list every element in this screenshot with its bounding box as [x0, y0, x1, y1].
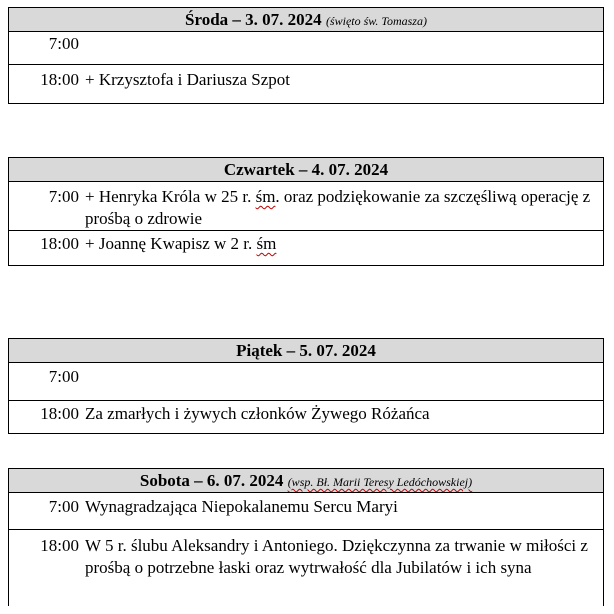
mass-row — [8, 363, 604, 401]
mass-time: 18:00 — [40, 234, 79, 253]
mass-row — [8, 231, 604, 266]
mass-time: 7:00 — [48, 34, 79, 53]
mass-time: 18:00 — [40, 404, 79, 423]
day-note: (święto św. Tomasza) — [325, 14, 427, 28]
spellcheck-word: śm — [256, 234, 277, 253]
mass-time: 18:00 — [40, 536, 79, 555]
mass-intention: W 5 r. ślubu Aleksandry i Antoniego. Dziękczynna za trwanie w miłości z prośbą o potrzebne łaski oraz wytrwałość dla Jubilatów i ich syna — [85, 536, 588, 577]
mass-row — [8, 530, 604, 606]
mass-time: 7:00 — [48, 497, 79, 516]
mass-intention: + Krzysztofa i Dariusza Szpot — [85, 70, 291, 89]
day-header — [8, 338, 604, 363]
mass-row — [8, 401, 604, 434]
day-friday — [8, 338, 604, 434]
mass-intention: Za zmarłych i żywych członków Żywego Różańca — [85, 404, 430, 423]
day-note: (wsp. Bł. Marii Teresy Ledóchowskiej) — [287, 475, 473, 489]
mass-row — [8, 65, 604, 104]
day-title: Sobota – 6. 07. 2024 — [139, 471, 284, 490]
mass-row — [8, 32, 604, 65]
day-title: Czwartek – 4. 07. 2024 — [223, 160, 389, 179]
day-thursday — [8, 157, 604, 266]
intention-text: + Henryka Króla w 25 r. — [85, 187, 256, 206]
day-header — [8, 7, 604, 32]
mass-row — [8, 182, 604, 231]
intention-text: + Joannę Kwapisz w 2 r. — [85, 234, 257, 253]
mass-row — [8, 493, 604, 530]
day-wednesday — [8, 7, 604, 104]
mass-intention — [85, 182, 603, 230]
day-title: Piątek – 5. 07. 2024 — [236, 341, 376, 360]
intention-text: . oraz podziękowanie za szczęśliwą operację z prośbą o zdrowie — [85, 187, 591, 228]
mass-time: 18:00 — [40, 70, 79, 89]
day-header — [8, 468, 604, 493]
day-header — [8, 157, 604, 182]
mass-time: 7:00 — [48, 187, 79, 206]
mass-intention: Wynagradzająca Niepokalanemu Sercu Maryi — [85, 497, 398, 516]
day-title: Środa – 3. 07. 2024 — [185, 10, 322, 29]
day-saturday — [8, 468, 604, 606]
mass-intention — [85, 231, 603, 255]
mass-time: 7:00 — [48, 367, 79, 386]
spellcheck-word: śm — [255, 187, 276, 206]
